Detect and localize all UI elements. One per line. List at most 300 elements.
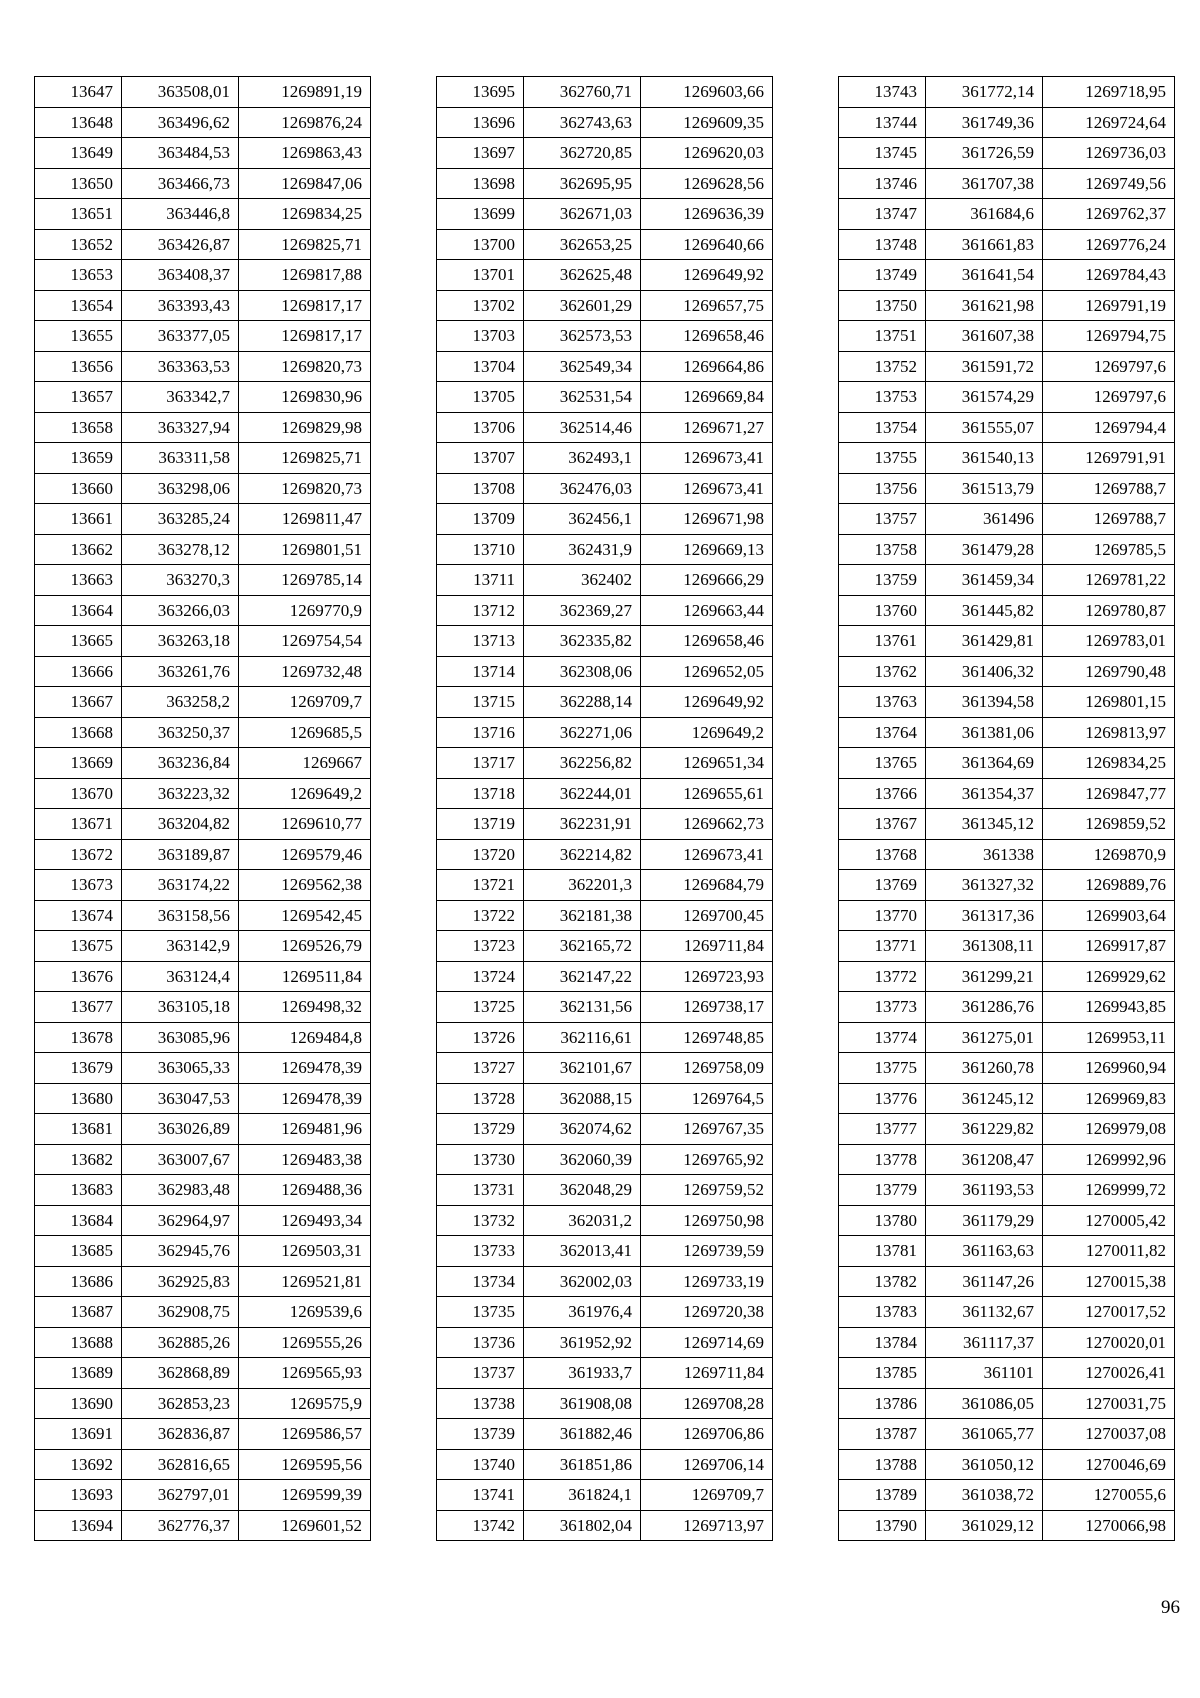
y-coordinate-cell: 1269555,26 (239, 1327, 371, 1358)
x-coordinate-cell: 362695,95 (524, 168, 641, 199)
table-row (35, 931, 371, 962)
table-row (839, 961, 1175, 992)
point-number-cell: 13692 (35, 1449, 122, 1480)
table-row (839, 1114, 1175, 1145)
table-row (35, 1022, 371, 1053)
table-row (839, 77, 1175, 108)
point-number-cell: 13683 (35, 1175, 122, 1206)
x-coordinate-cell: 361179,29 (926, 1205, 1043, 1236)
table-row (35, 1358, 371, 1389)
point-number-cell: 13745 (839, 138, 926, 169)
point-number-cell: 13770 (839, 900, 926, 931)
table-row (35, 443, 371, 474)
table-row (35, 351, 371, 382)
y-coordinate-cell: 1270015,38 (1043, 1266, 1175, 1297)
y-coordinate-cell: 1269817,17 (239, 290, 371, 321)
y-coordinate-cell: 1270005,42 (1043, 1205, 1175, 1236)
table-row (437, 229, 773, 260)
point-number-cell: 13775 (839, 1053, 926, 1084)
x-coordinate-cell: 363342,7 (122, 382, 239, 413)
table-row (437, 1419, 773, 1450)
x-coordinate-cell: 363363,53 (122, 351, 239, 382)
x-coordinate-cell: 361882,46 (524, 1419, 641, 1450)
x-coordinate-cell: 362476,03 (524, 473, 641, 504)
x-coordinate-cell: 361065,77 (926, 1419, 1043, 1450)
point-number-cell: 13694 (35, 1510, 122, 1541)
table-row (839, 290, 1175, 321)
y-coordinate-cell: 1269671,27 (641, 412, 773, 443)
point-number-cell: 13759 (839, 565, 926, 596)
page-number: 96 (1161, 1597, 1180, 1618)
y-coordinate-cell: 1269758,09 (641, 1053, 773, 1084)
table-row (437, 870, 773, 901)
x-coordinate-cell: 362088,15 (524, 1083, 641, 1114)
point-number-cell: 13665 (35, 626, 122, 657)
x-coordinate-cell: 361317,36 (926, 900, 1043, 931)
y-coordinate-cell: 1269484,8 (239, 1022, 371, 1053)
point-number-cell: 13755 (839, 443, 926, 474)
table-row (35, 1114, 371, 1145)
x-coordinate-cell: 363285,24 (122, 504, 239, 535)
point-number-cell: 13708 (437, 473, 524, 504)
point-number-cell: 13700 (437, 229, 524, 260)
y-coordinate-cell: 1269673,41 (641, 443, 773, 474)
x-coordinate-cell: 362601,29 (524, 290, 641, 321)
x-coordinate-cell: 361574,29 (926, 382, 1043, 413)
point-number-cell: 13720 (437, 839, 524, 870)
y-coordinate-cell: 1269733,19 (641, 1266, 773, 1297)
table-row (35, 77, 371, 108)
y-coordinate-cell: 1269811,47 (239, 504, 371, 535)
point-number-cell: 13741 (437, 1480, 524, 1511)
y-coordinate-cell: 1269488,36 (239, 1175, 371, 1206)
x-coordinate-cell: 361193,53 (926, 1175, 1043, 1206)
point-number-cell: 13764 (839, 717, 926, 748)
y-coordinate-cell: 1269609,35 (641, 107, 773, 138)
x-coordinate-cell: 361591,72 (926, 351, 1043, 382)
point-number-cell: 13729 (437, 1114, 524, 1145)
table-row (437, 1053, 773, 1084)
x-coordinate-cell: 361952,92 (524, 1327, 641, 1358)
y-coordinate-cell: 1269820,73 (239, 473, 371, 504)
point-number-cell: 13658 (35, 412, 122, 443)
x-coordinate-cell: 362335,82 (524, 626, 641, 657)
point-number-cell: 13663 (35, 565, 122, 596)
y-coordinate-cell: 1269526,79 (239, 931, 371, 962)
table-row (437, 717, 773, 748)
x-coordinate-cell: 361029,12 (926, 1510, 1043, 1541)
table-row (437, 1510, 773, 1541)
x-coordinate-cell: 363236,84 (122, 748, 239, 779)
point-number-cell: 13654 (35, 290, 122, 321)
x-coordinate-cell: 361726,59 (926, 138, 1043, 169)
point-number-cell: 13766 (839, 778, 926, 809)
table-row (839, 443, 1175, 474)
x-coordinate-cell: 362868,89 (122, 1358, 239, 1389)
point-number-cell: 13754 (839, 412, 926, 443)
table-row (839, 504, 1175, 535)
table-row (35, 382, 371, 413)
x-coordinate-cell: 363223,32 (122, 778, 239, 809)
x-coordinate-cell: 361607,38 (926, 321, 1043, 352)
y-coordinate-cell: 1269684,79 (641, 870, 773, 901)
point-number-cell: 13726 (437, 1022, 524, 1053)
table-row (437, 687, 773, 718)
x-coordinate-cell: 361050,12 (926, 1449, 1043, 1480)
point-number-cell: 13778 (839, 1144, 926, 1175)
x-coordinate-cell: 362983,48 (122, 1175, 239, 1206)
table-row (839, 900, 1175, 931)
y-coordinate-cell: 1269732,48 (239, 656, 371, 687)
point-number-cell: 13695 (437, 77, 524, 108)
y-coordinate-cell: 1269788,7 (1043, 473, 1175, 504)
x-coordinate-cell: 362908,75 (122, 1297, 239, 1328)
y-coordinate-cell: 1269603,66 (641, 77, 773, 108)
x-coordinate-cell: 361299,21 (926, 961, 1043, 992)
point-number-cell: 13699 (437, 199, 524, 230)
y-coordinate-cell: 1269478,39 (239, 1083, 371, 1114)
point-number-cell: 13748 (839, 229, 926, 260)
x-coordinate-cell: 363408,37 (122, 260, 239, 291)
table-row (437, 839, 773, 870)
y-coordinate-cell: 1269736,03 (1043, 138, 1175, 169)
x-coordinate-cell: 362836,87 (122, 1419, 239, 1450)
x-coordinate-cell: 362573,53 (524, 321, 641, 352)
table-row (839, 168, 1175, 199)
x-coordinate-cell: 362131,56 (524, 992, 641, 1023)
x-coordinate-cell: 363484,53 (122, 138, 239, 169)
x-coordinate-cell: 362549,34 (524, 351, 641, 382)
x-coordinate-cell: 361772,14 (926, 77, 1043, 108)
table-row (35, 107, 371, 138)
table-row (437, 260, 773, 291)
coordinates-table-3 (838, 76, 1175, 1541)
y-coordinate-cell: 1269788,7 (1043, 504, 1175, 535)
point-number-cell: 13657 (35, 382, 122, 413)
y-coordinate-cell: 1269511,84 (239, 961, 371, 992)
y-coordinate-cell: 1269790,48 (1043, 656, 1175, 687)
y-coordinate-cell: 1269685,5 (239, 717, 371, 748)
point-number-cell: 13682 (35, 1144, 122, 1175)
table-row (437, 1236, 773, 1267)
point-number-cell: 13788 (839, 1449, 926, 1480)
point-number-cell: 13758 (839, 534, 926, 565)
point-number-cell: 13746 (839, 168, 926, 199)
y-coordinate-cell: 1269765,92 (641, 1144, 773, 1175)
x-coordinate-cell: 363047,53 (122, 1083, 239, 1114)
table-row (35, 778, 371, 809)
x-coordinate-cell: 361661,83 (926, 229, 1043, 260)
point-number-cell: 13668 (35, 717, 122, 748)
y-coordinate-cell: 1269713,97 (641, 1510, 773, 1541)
x-coordinate-cell: 361555,07 (926, 412, 1043, 443)
point-number-cell: 13673 (35, 870, 122, 901)
table-row (839, 1358, 1175, 1389)
table-row (839, 1022, 1175, 1053)
table-row (839, 595, 1175, 626)
x-coordinate-cell: 362514,46 (524, 412, 641, 443)
x-coordinate-cell: 362431,9 (524, 534, 641, 565)
x-coordinate-cell: 362797,01 (122, 1480, 239, 1511)
y-coordinate-cell: 1269847,77 (1043, 778, 1175, 809)
x-coordinate-cell: 362402 (524, 565, 641, 596)
y-coordinate-cell: 1269859,52 (1043, 809, 1175, 840)
x-coordinate-cell: 363446,8 (122, 199, 239, 230)
y-coordinate-cell: 1269599,39 (239, 1480, 371, 1511)
point-number-cell: 13717 (437, 748, 524, 779)
y-coordinate-cell: 1269749,56 (1043, 168, 1175, 199)
y-coordinate-cell: 1269929,62 (1043, 961, 1175, 992)
table-row (35, 961, 371, 992)
y-coordinate-cell: 1269671,98 (641, 504, 773, 535)
x-coordinate-cell: 362925,83 (122, 1266, 239, 1297)
y-coordinate-cell: 1270055,6 (1043, 1480, 1175, 1511)
table-row (437, 168, 773, 199)
y-coordinate-cell: 1269817,88 (239, 260, 371, 291)
table-row (35, 626, 371, 657)
y-coordinate-cell: 1269969,83 (1043, 1083, 1175, 1114)
point-number-cell: 13713 (437, 626, 524, 657)
x-coordinate-cell: 363263,18 (122, 626, 239, 657)
y-coordinate-cell: 1269829,98 (239, 412, 371, 443)
table-row (35, 534, 371, 565)
x-coordinate-cell: 363105,18 (122, 992, 239, 1023)
table-row (839, 809, 1175, 840)
point-number-cell: 13773 (839, 992, 926, 1023)
table-row (35, 1236, 371, 1267)
y-coordinate-cell: 1269797,6 (1043, 382, 1175, 413)
y-coordinate-cell: 1269711,84 (641, 1358, 773, 1389)
point-number-cell: 13698 (437, 168, 524, 199)
table-row (437, 504, 773, 535)
table-row (35, 1144, 371, 1175)
table-row (839, 1144, 1175, 1175)
x-coordinate-cell: 361354,37 (926, 778, 1043, 809)
point-number-cell: 13650 (35, 168, 122, 199)
x-coordinate-cell: 361147,26 (926, 1266, 1043, 1297)
point-number-cell: 13718 (437, 778, 524, 809)
x-coordinate-cell: 363327,94 (122, 412, 239, 443)
x-coordinate-cell: 363250,37 (122, 717, 239, 748)
x-coordinate-cell: 361101 (926, 1358, 1043, 1389)
table-row (839, 199, 1175, 230)
table-row (839, 321, 1175, 352)
y-coordinate-cell: 1269718,95 (1043, 77, 1175, 108)
table-row (839, 260, 1175, 291)
y-coordinate-cell: 1269575,9 (239, 1388, 371, 1419)
y-coordinate-cell: 1269801,51 (239, 534, 371, 565)
y-coordinate-cell: 1269610,77 (239, 809, 371, 840)
y-coordinate-cell: 1269813,97 (1043, 717, 1175, 748)
table-row (35, 656, 371, 687)
y-coordinate-cell: 1269562,38 (239, 870, 371, 901)
table-row (437, 1480, 773, 1511)
x-coordinate-cell: 363258,2 (122, 687, 239, 718)
point-number-cell: 13740 (437, 1449, 524, 1480)
point-number-cell: 13762 (839, 656, 926, 687)
table-row (35, 870, 371, 901)
table-row (35, 1419, 371, 1450)
x-coordinate-cell: 363377,05 (122, 321, 239, 352)
point-number-cell: 13750 (839, 290, 926, 321)
y-coordinate-cell: 1269657,75 (641, 290, 773, 321)
point-number-cell: 13653 (35, 260, 122, 291)
table-row (437, 1388, 773, 1419)
y-coordinate-cell: 1269817,17 (239, 321, 371, 352)
table-row (437, 900, 773, 931)
x-coordinate-cell: 362743,63 (524, 107, 641, 138)
x-coordinate-cell: 362256,82 (524, 748, 641, 779)
y-coordinate-cell: 1269649,2 (641, 717, 773, 748)
table-row (839, 687, 1175, 718)
y-coordinate-cell: 1269781,22 (1043, 565, 1175, 596)
point-number-cell: 13777 (839, 1114, 926, 1145)
table-row (839, 1449, 1175, 1480)
y-coordinate-cell: 1270066,98 (1043, 1510, 1175, 1541)
y-coordinate-cell: 1269714,69 (641, 1327, 773, 1358)
table-row (437, 656, 773, 687)
point-number-cell: 13690 (35, 1388, 122, 1419)
table-row (839, 1388, 1175, 1419)
x-coordinate-cell: 362271,06 (524, 717, 641, 748)
x-coordinate-cell: 361749,36 (926, 107, 1043, 138)
y-coordinate-cell: 1269770,9 (239, 595, 371, 626)
y-coordinate-cell: 1269636,39 (641, 199, 773, 230)
x-coordinate-cell: 362493,1 (524, 443, 641, 474)
table-row (35, 595, 371, 626)
table-row (437, 565, 773, 596)
x-coordinate-cell: 362308,06 (524, 656, 641, 687)
point-number-cell: 13734 (437, 1266, 524, 1297)
x-coordinate-cell: 361364,69 (926, 748, 1043, 779)
table-row (35, 717, 371, 748)
x-coordinate-cell: 362531,54 (524, 382, 641, 413)
point-number-cell: 13779 (839, 1175, 926, 1206)
x-coordinate-cell: 363311,58 (122, 443, 239, 474)
y-coordinate-cell: 1269889,76 (1043, 870, 1175, 901)
point-number-cell: 13772 (839, 961, 926, 992)
point-number-cell: 13787 (839, 1419, 926, 1450)
x-coordinate-cell: 362231,91 (524, 809, 641, 840)
x-coordinate-cell: 361851,86 (524, 1449, 641, 1480)
y-coordinate-cell: 1269999,72 (1043, 1175, 1175, 1206)
table-row (839, 656, 1175, 687)
x-coordinate-cell: 362060,39 (524, 1144, 641, 1175)
point-number-cell: 13733 (437, 1236, 524, 1267)
y-coordinate-cell: 1269759,52 (641, 1175, 773, 1206)
table-row (839, 778, 1175, 809)
table-row (437, 1327, 773, 1358)
y-coordinate-cell: 1269992,96 (1043, 1144, 1175, 1175)
y-coordinate-cell: 1269943,85 (1043, 992, 1175, 1023)
point-number-cell: 13701 (437, 260, 524, 291)
y-coordinate-cell: 1269579,46 (239, 839, 371, 870)
x-coordinate-cell: 361406,32 (926, 656, 1043, 687)
point-number-cell: 13680 (35, 1083, 122, 1114)
y-coordinate-cell: 1269738,17 (641, 992, 773, 1023)
x-coordinate-cell: 362214,82 (524, 839, 641, 870)
y-coordinate-cell: 1269620,03 (641, 138, 773, 169)
table-row (839, 534, 1175, 565)
point-number-cell: 13771 (839, 931, 926, 962)
table-row (437, 1266, 773, 1297)
x-coordinate-cell: 363266,03 (122, 595, 239, 626)
x-coordinate-cell: 362031,2 (524, 1205, 641, 1236)
point-number-cell: 13739 (437, 1419, 524, 1450)
point-number-cell: 13731 (437, 1175, 524, 1206)
y-coordinate-cell: 1269667 (239, 748, 371, 779)
y-coordinate-cell: 1269503,31 (239, 1236, 371, 1267)
x-coordinate-cell: 361086,05 (926, 1388, 1043, 1419)
x-coordinate-cell: 362964,97 (122, 1205, 239, 1236)
y-coordinate-cell: 1269662,73 (641, 809, 773, 840)
x-coordinate-cell: 363426,87 (122, 229, 239, 260)
table-row (437, 809, 773, 840)
table-row (437, 473, 773, 504)
x-coordinate-cell: 361208,47 (926, 1144, 1043, 1175)
x-coordinate-cell: 362653,25 (524, 229, 641, 260)
table-row (437, 199, 773, 230)
x-coordinate-cell: 362885,26 (122, 1327, 239, 1358)
x-coordinate-cell: 361459,34 (926, 565, 1043, 596)
x-coordinate-cell: 361286,76 (926, 992, 1043, 1023)
y-coordinate-cell: 1270011,82 (1043, 1236, 1175, 1267)
x-coordinate-cell: 363189,87 (122, 839, 239, 870)
x-coordinate-cell: 361707,38 (926, 168, 1043, 199)
table-row (35, 565, 371, 596)
y-coordinate-cell: 1269723,93 (641, 961, 773, 992)
x-coordinate-cell: 363261,76 (122, 656, 239, 687)
point-number-cell: 13651 (35, 199, 122, 230)
x-coordinate-cell: 363007,67 (122, 1144, 239, 1175)
y-coordinate-cell: 1269801,15 (1043, 687, 1175, 718)
point-number-cell: 13785 (839, 1358, 926, 1389)
y-coordinate-cell: 1269663,44 (641, 595, 773, 626)
point-number-cell: 13760 (839, 595, 926, 626)
point-number-cell: 13782 (839, 1266, 926, 1297)
point-number-cell: 13735 (437, 1297, 524, 1328)
y-coordinate-cell: 1269706,86 (641, 1419, 773, 1450)
point-number-cell: 13737 (437, 1358, 524, 1389)
x-coordinate-cell: 363508,01 (122, 77, 239, 108)
x-coordinate-cell: 362165,72 (524, 931, 641, 962)
x-coordinate-cell: 361824,1 (524, 1480, 641, 1511)
x-coordinate-cell: 361641,54 (926, 260, 1043, 291)
y-coordinate-cell: 1269820,73 (239, 351, 371, 382)
table-row (35, 1083, 371, 1114)
table-row (437, 961, 773, 992)
coordinates-table-1 (34, 76, 371, 1541)
y-coordinate-cell: 1270017,52 (1043, 1297, 1175, 1328)
table-row (839, 351, 1175, 382)
x-coordinate-cell: 361429,81 (926, 626, 1043, 657)
table-row (35, 504, 371, 535)
table-row (35, 1297, 371, 1328)
x-coordinate-cell: 362116,61 (524, 1022, 641, 1053)
point-number-cell: 13660 (35, 473, 122, 504)
point-number-cell: 13768 (839, 839, 926, 870)
x-coordinate-cell: 363085,96 (122, 1022, 239, 1053)
y-coordinate-cell: 1269658,46 (641, 321, 773, 352)
point-number-cell: 13647 (35, 77, 122, 108)
y-coordinate-cell: 1269834,25 (239, 199, 371, 230)
x-coordinate-cell: 361621,98 (926, 290, 1043, 321)
table-row (437, 992, 773, 1023)
y-coordinate-cell: 1269825,71 (239, 229, 371, 260)
y-coordinate-cell: 1269903,64 (1043, 900, 1175, 931)
y-coordinate-cell: 1269649,2 (239, 778, 371, 809)
point-number-cell: 13709 (437, 504, 524, 535)
